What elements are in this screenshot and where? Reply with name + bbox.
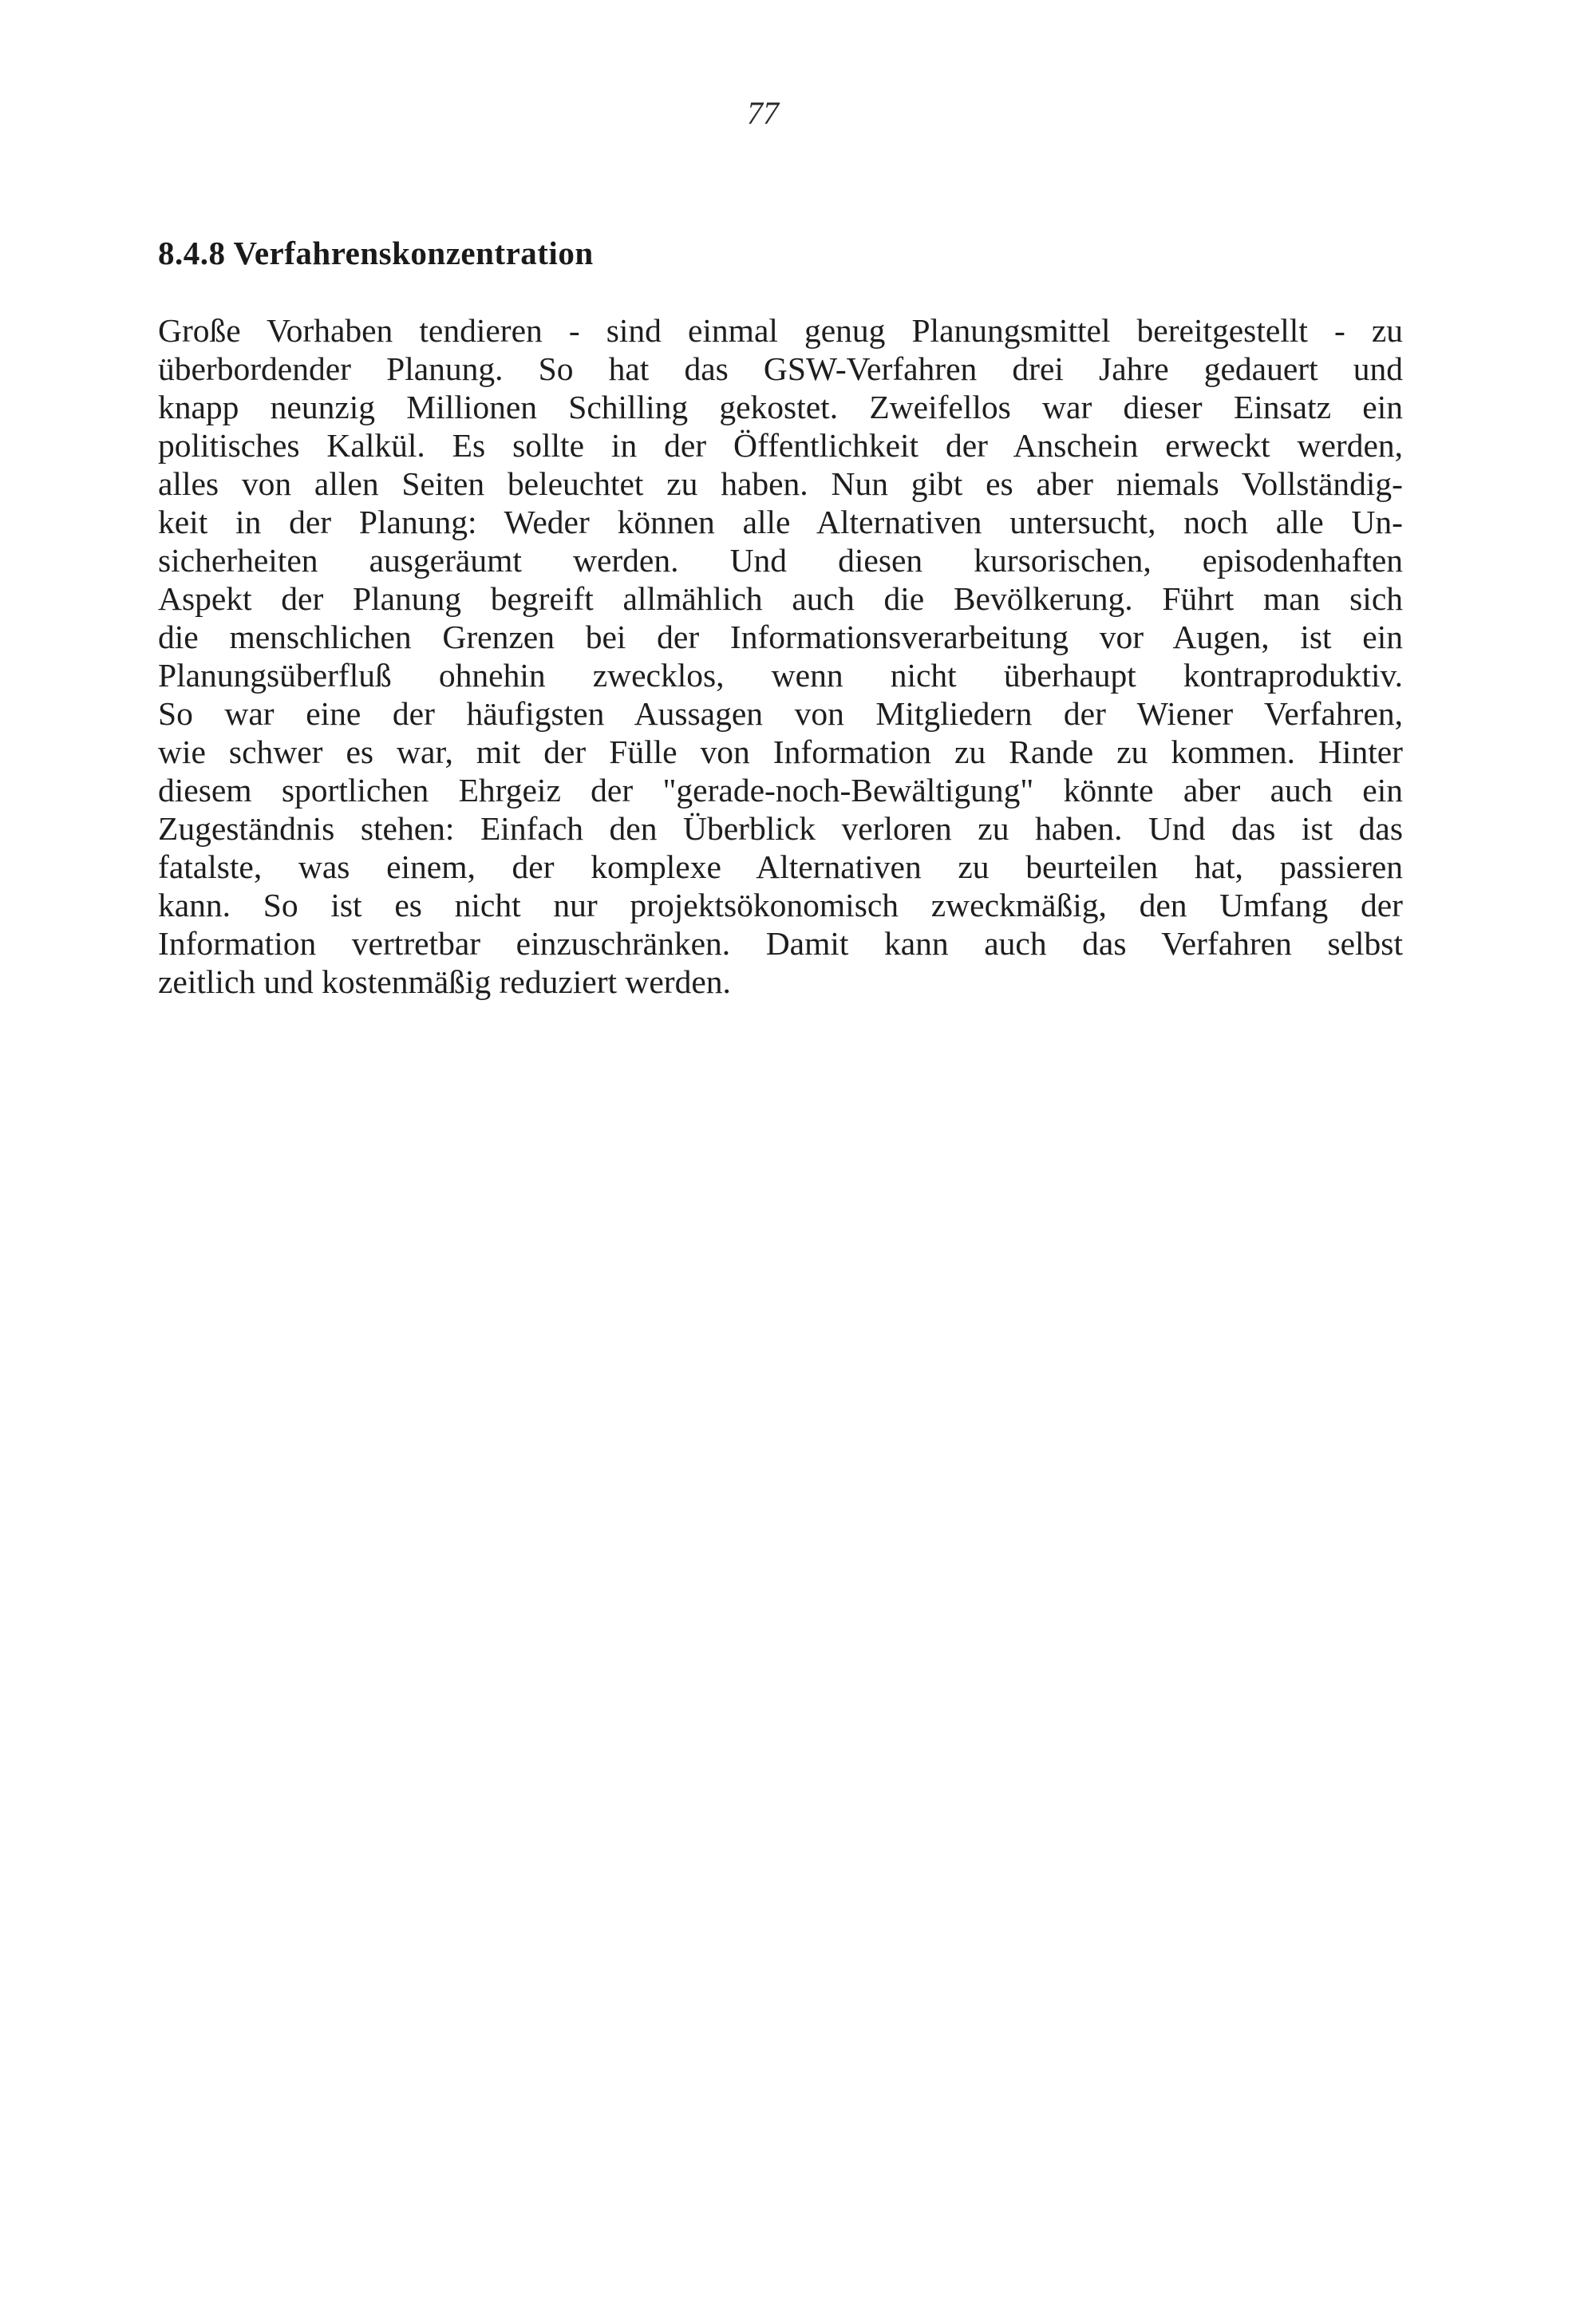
section-heading: 8.4.8 Verfahrenskonzentration [158,235,594,271]
page-number: 77 [747,95,779,131]
paragraph-line: Information vertretbar einzuschränken. Damit kann auch das Verfahren selbst [158,925,1403,962]
paragraph-line: alles von allen Seiten beleuchtet zu haben. Nun gibt es aber niemals Vollständig- [158,465,1403,502]
body-paragraph [158,311,1403,1001]
paragraph-line: So war eine der häufigsten Aussagen von Mitgliedern der Wiener Verfahren, [158,695,1403,732]
paragraph-line: kann. So ist es nicht nur projektsökonomisch zweckmäßig, den Umfang der [158,887,1403,923]
paragraph-line: keit in der Planung: Weder können alle Alternativen untersucht, noch alle Un- [158,504,1403,540]
paragraph-line: sicherheiten ausgeräumt werden. Und diesen kursorischen, episodenhaften [158,542,1403,579]
paragraph-line: fatalste, was einem, der komplexe Alternativen zu beurteilen hat, passieren [158,848,1403,885]
paragraph-line: Große Vorhaben tendieren - sind einmal genug Planungsmittel bereitgestellt - zu [158,312,1403,349]
paragraph-line: wie schwer es war, mit der Fülle von Information zu Rande zu kommen. Hinter [158,733,1403,770]
paragraph-line: Planungsüberfluß ohnehin zwecklos, wenn nicht überhaupt kontraproduktiv. [158,657,1403,694]
paragraph-line: die menschlichen Grenzen bei der Informationsverarbeitung vor Augen, ist ein [158,619,1403,655]
paragraph-line: diesem sportlichen Ehrgeiz der "gerade-noch-Bewältigung" könnte aber auch ein [158,772,1403,809]
paragraph-line: Aspekt der Planung begreift allmählich auch die Bevölkerung. Führt man sich [158,580,1403,617]
paragraph-line: knapp neunzig Millionen Schilling gekostet. Zweifellos war dieser Einsatz ein [158,389,1403,425]
paragraph-line: zeitlich und kostenmäßig reduziert werden. [158,963,731,1000]
paragraph-line: politisches Kalkül. Es sollte in der Öffentlichkeit der Anschein erweckt werden, [158,427,1403,464]
paragraph-line: überbordender Planung. So hat das GSW-Verfahren drei Jahre gedauert und [158,350,1403,387]
paragraph-line: Zugeständnis stehen: Einfach den Überblick verloren zu haben. Und das ist das [158,810,1403,847]
